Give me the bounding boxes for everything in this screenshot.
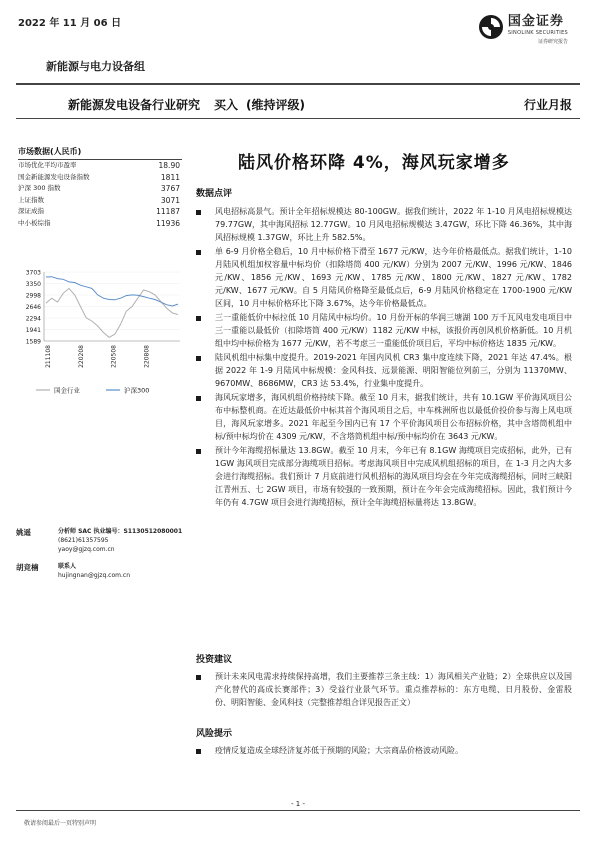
analyst-name: 胡竞楠 bbox=[16, 563, 39, 572]
bullet-text: 海风玩家增多，海风机组价格持续下降。截至 10 月末，据我们统计，共有 10.1GW 平价海风项目公布中标整机商。在近达最低价中标其首个海风项目之后，中车株洲所也以最低价投价参与海上风电项目，海风玩家增多。2021 年起至今国内已有 17 个平价海风项目公布招标价格，其中含塔筒机组中标/预中标均价在 4309 元/KW，不含塔筒机组中标/预中标均价在 3643 元/KW。 bbox=[215, 393, 572, 441]
bullet-text: 预计未来风电需求持续保持高增，我们主要推荐三条主线：1）海风相关产业链；2）全球供应以及国产化替代的高成长赛部件；3）受益行业景气环节。重点推荐标的：东方电缆、日月股份、金雷股份、明阳智能、金风科技（完整推荐组合详见报告正文） bbox=[215, 672, 572, 707]
bullet-text: 单 6-9 月价格全稳后，10 月中标价格下滑至 1677 元/KW，达今年价格最低点。据我们统计，1-10 月陆风机组加权容量中标均价（扣除塔筒 400 元/KW）分别为 2007 元/KW、1996 元/KW、1846 元/KW、1856 元/KW、1693 元/KW、1785 元/KW、1800 元/KW、1827 元/KW、1782 元/KW、1677 元/KW。自 5 月陆风价格降至最低点后，6-9 月陆风价格稳定在 1700-1900 元/KW 区间，10 月中标价格环比下降 3.67%，达今年价格最低点。 bbox=[215, 247, 572, 308]
company-logo bbox=[478, 14, 568, 45]
invest-list bbox=[196, 670, 572, 710]
market-data-value: 3767 bbox=[160, 184, 180, 193]
logo-cn-text: 国金证券 bbox=[507, 14, 564, 29]
chart-y-tick-label: 1589 bbox=[25, 338, 41, 346]
analyst-role: 分析师 SAC 执业编号：S1130512080001 bbox=[58, 528, 183, 535]
analyst-phone: (8621)61357595 bbox=[58, 537, 109, 544]
bullet-item bbox=[196, 245, 572, 310]
square-bullet-icon bbox=[196, 356, 201, 361]
market-data-label: 中小板综指 bbox=[18, 218, 51, 227]
bullet-text: 预计今年海缆招标量达 13.8GW。截至 10 月末，今年已有 8.1GW 海缆项目完成招标，此外，已有 1GW 海风项目完成部分海缆项目招标。考虑海风项目中完成风机组招标的项目，在 1-3 月之内大多会进行海缆招标。我们预计 7 月底前进行风机招标的海风项目均会在今年完成海缆招标，同时三峡阳江青州五、七 2GW 项目，市场有较强的一致预期，预计在今年会完成海缆招标。因此，我们预计今年仍有 4.7GW 项目会进行海缆招标，预计全年海缆招标量将达 13.8GW。 bbox=[215, 446, 572, 507]
square-bullet-icon bbox=[196, 316, 201, 321]
market-data-row bbox=[18, 172, 182, 184]
market-data-label: 国金新能源发电设备指数 bbox=[18, 172, 90, 181]
chart-series-line-0 bbox=[46, 288, 178, 337]
square-bullet-icon bbox=[196, 250, 201, 255]
market-data-label: 深证成指 bbox=[18, 207, 44, 215]
market-data-value: 11936 bbox=[156, 218, 180, 228]
chart-x-tick-label: 220808 bbox=[143, 345, 151, 368]
invest-heading: 投资建议 bbox=[196, 655, 233, 665]
chart-y-tick-label: 2294 bbox=[25, 315, 41, 323]
market-data-value: 18.90 bbox=[158, 161, 180, 170]
chart-y-tick-label: 3350 bbox=[25, 281, 41, 289]
market-data-rows bbox=[18, 160, 182, 229]
chart-x-tick-label: 211108 bbox=[45, 345, 52, 368]
bullet-item bbox=[196, 351, 572, 390]
logo-tagline: 证券研究报告 bbox=[537, 39, 568, 45]
market-data-label: 市场优化平均市盈率 bbox=[18, 161, 77, 169]
report-title: 新能源发电设备行业研究 bbox=[68, 98, 201, 112]
bullet-text: 疫情反复造成全球经济复苏低于预期的风险；大宗商品价格波动风险。 bbox=[215, 746, 463, 755]
square-bullet-icon bbox=[196, 210, 201, 215]
chart-y-tick-label: 1941 bbox=[25, 327, 41, 335]
square-bullet-icon bbox=[196, 675, 201, 680]
market-data-row bbox=[18, 195, 182, 207]
bullet-item bbox=[196, 391, 572, 443]
title-divider bbox=[16, 118, 580, 119]
chart-legend-label: 沪深300 bbox=[124, 386, 150, 395]
chart-y-tick-label: 3703 bbox=[25, 269, 41, 277]
footer-note: 敬请参阅最后一页特别声明 bbox=[24, 820, 97, 827]
rating: 买入 bbox=[214, 98, 239, 112]
analyst-email[interactable]: yaoy@gjzq.com.cn bbox=[58, 546, 115, 553]
market-data-label: 上证指数 bbox=[18, 195, 44, 204]
market-data-row bbox=[18, 160, 182, 172]
risk-heading: 风险提示 bbox=[196, 729, 233, 739]
market-data-value: 1811 bbox=[160, 172, 180, 182]
bullet-item bbox=[196, 205, 572, 244]
report-date: 2022 年 11 月 06 日 bbox=[18, 18, 122, 29]
rating-note: (维持评级) bbox=[246, 98, 306, 112]
analyst-2 bbox=[16, 562, 186, 580]
report-type: 行业月报 bbox=[523, 98, 572, 112]
chart-legend-label: 国金行业 bbox=[54, 386, 80, 395]
market-data-label: 沪深 300 指数 bbox=[18, 184, 61, 192]
bullet-text: 陆风机组中标集中度提升。2019-2021 年国内风机 CR3 集中度连续下降，2021 年达 47.4%。根据 2022 年 1-9 月陆风中标规模：金风科技、远景能源、明阳智能位列前三，分别为 11370MW、9670MW、8686MW，CR3 达 53.4%，行业集中度提升。 bbox=[215, 353, 572, 388]
analyst-email[interactable]: hujingnan@gjzq.com.cn bbox=[58, 572, 130, 579]
market-data-value: 3071 bbox=[160, 195, 180, 205]
bullet-item bbox=[196, 670, 572, 709]
square-bullet-icon bbox=[196, 449, 201, 454]
square-bullet-icon bbox=[196, 396, 201, 401]
analyst-role: 联系人 bbox=[58, 563, 77, 570]
bullet-item bbox=[196, 311, 572, 350]
market-data-value: 11187 bbox=[156, 207, 180, 216]
chart-x-tick-label: 220508 bbox=[110, 345, 118, 368]
chart-y-tick-label: 2998 bbox=[25, 292, 41, 300]
market-data-row bbox=[18, 206, 182, 218]
page-number: - 1 - bbox=[291, 800, 305, 808]
analyst-panel bbox=[16, 527, 186, 588]
bullet-text: 三一重能低价中标拉低 10 月陆风中标均价。10 月份开标的华润三塘湖 100 万千瓦风电发电项目中三一重能以最低价（扣除塔筒 400 元/KW）1182 元/KW 中标，该报价再创风机价格新低。10 月机组中均中标价格为 1677 元/KW，若不考虑三一重能低价项目后，平均中标价格达 1835 元/KW。 bbox=[215, 313, 572, 348]
market-data-title: 市场数据(人民币) bbox=[18, 146, 182, 160]
bullet-item bbox=[196, 744, 572, 757]
index-chart bbox=[18, 262, 184, 410]
market-data-panel bbox=[18, 146, 182, 229]
footer-divider bbox=[16, 810, 580, 811]
report-title-line bbox=[68, 96, 305, 113]
index-chart-svg bbox=[18, 262, 184, 410]
square-bullet-icon bbox=[196, 749, 201, 754]
bullet-text: 风电招标高景气。预计全年招标规模达 80-100GW。据我们统计，2022 年 1-10 月风电招标规模达 79.77GW，其中海风招标 12.77GW。10 月风电招标规模达 3.47GW，环比下降 46.36%，其中海风招标规模 1.37GW，环比上升 582.5%。 bbox=[215, 207, 572, 242]
bullet-item bbox=[196, 444, 572, 509]
sinolink-logo-icon bbox=[478, 14, 504, 40]
header-divider bbox=[16, 83, 580, 85]
data-points-heading: 数据点评 bbox=[196, 189, 233, 199]
market-data-row bbox=[18, 183, 182, 195]
data-points-list bbox=[196, 205, 572, 510]
market-data-row bbox=[18, 218, 182, 230]
analyst-name: 姚遥 bbox=[16, 528, 31, 537]
logo-en-text: SINOLINK SECURITIES bbox=[507, 30, 568, 36]
risk-list bbox=[196, 744, 572, 758]
main-title: 陆风价格环降 4%，海风玩家增多 bbox=[238, 153, 510, 173]
chart-y-tick-label: 2646 bbox=[25, 304, 41, 311]
chart-x-tick-label: 220208 bbox=[77, 345, 85, 368]
sector-name: 新能源与电力设备组 bbox=[46, 60, 145, 73]
analyst-1 bbox=[16, 527, 186, 554]
